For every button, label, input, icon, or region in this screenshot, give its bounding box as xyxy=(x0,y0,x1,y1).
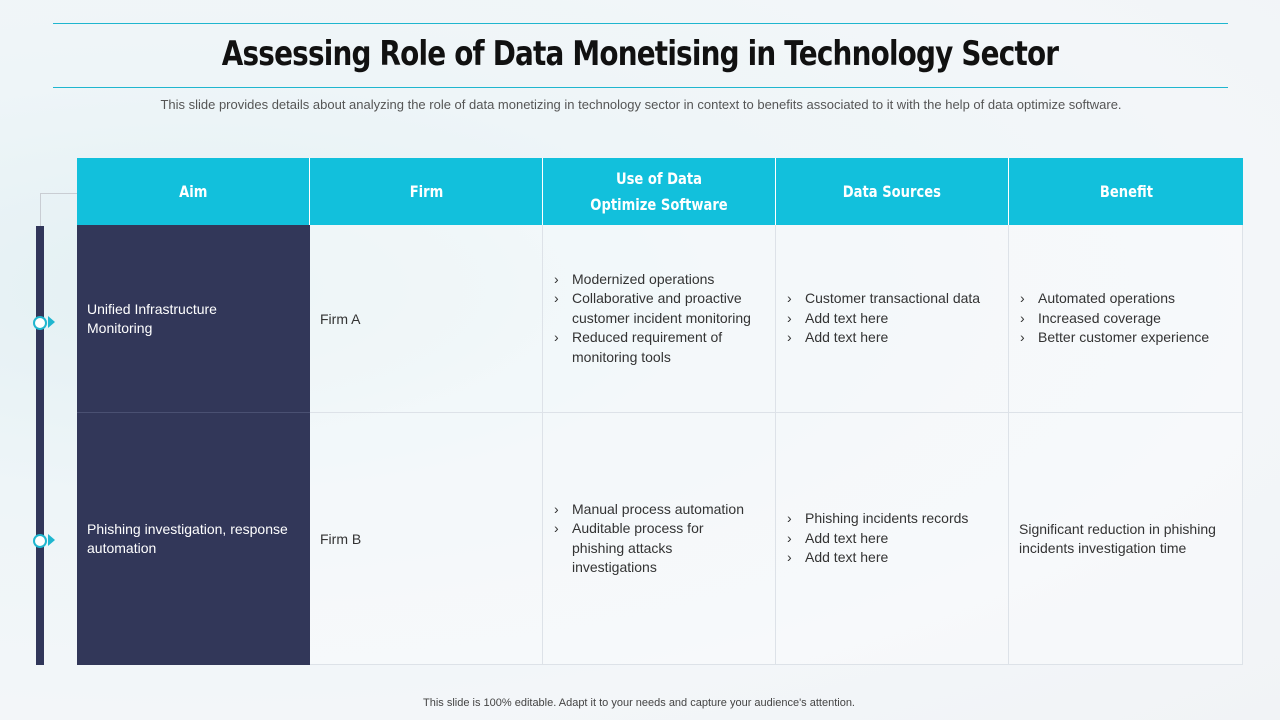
list-item: › Auditable process for phishing attacks investigations xyxy=(553,519,722,578)
list-item: › Phishing incidents records xyxy=(786,509,968,529)
header-sources: Data Sources xyxy=(776,158,1009,225)
row1-aim: Unified Infrastructure Monitoring xyxy=(77,225,310,413)
row1-benefit xyxy=(1009,225,1243,413)
list-item: › Add text here xyxy=(786,328,980,348)
list-item: › Manual process automation xyxy=(553,500,744,520)
timeline-connector xyxy=(40,193,79,227)
comparison-table xyxy=(77,158,1243,665)
header-use: Use of Data Optimize Software xyxy=(543,158,776,225)
timeline-node-icon xyxy=(33,534,47,548)
row1-firm: Firm A xyxy=(310,225,543,413)
row1-sources xyxy=(776,225,1009,413)
row1-use xyxy=(543,225,776,413)
page-title: Assessing Role of Data Monetising in Technology Sector xyxy=(221,34,1059,74)
title-top-rule xyxy=(53,23,1228,24)
header-firm: Firm xyxy=(310,158,543,225)
row2-sources xyxy=(776,413,1009,665)
list-item: › Collaborative and proactive customer incident monitoring xyxy=(553,289,769,328)
list-item: › Modernized operations xyxy=(553,270,769,290)
header-aim: Aim xyxy=(77,158,310,225)
header-benefit: Benefit xyxy=(1009,158,1243,225)
list-item: › Automated operations xyxy=(1019,289,1209,309)
timeline-arrow-icon xyxy=(48,316,55,328)
timeline-arrow-icon xyxy=(48,534,55,546)
list-item: › Better customer experience xyxy=(1019,328,1209,348)
list-item: › Add text here xyxy=(786,548,968,568)
list-item: › Increased coverage xyxy=(1019,309,1209,329)
row2-aim: Phishing investigation, response automation xyxy=(77,413,310,665)
timeline-bar xyxy=(36,226,44,665)
title-bottom-rule xyxy=(53,87,1228,88)
timeline-node-icon xyxy=(33,316,47,330)
row2-benefit: Significant reduction in phishing incidents investigation time xyxy=(1009,413,1243,665)
list-item: › Reduced requirement of monitoring tools xyxy=(553,328,769,367)
list-item: › Add text here xyxy=(786,529,968,549)
slide-footer: This slide is 100% editable. Adapt it to your needs and capture your audience's attention. xyxy=(423,697,855,709)
list-item: › Customer transactional data xyxy=(786,289,980,309)
row2-use xyxy=(543,413,776,665)
slide-subtitle: This slide provides details about analyzing the role of data monetizing in technology sector in context to benefits associated to it with the help of data optimize software. xyxy=(160,97,1122,112)
row2-firm: Firm B xyxy=(310,413,543,665)
list-item: › Add text here xyxy=(786,309,980,329)
